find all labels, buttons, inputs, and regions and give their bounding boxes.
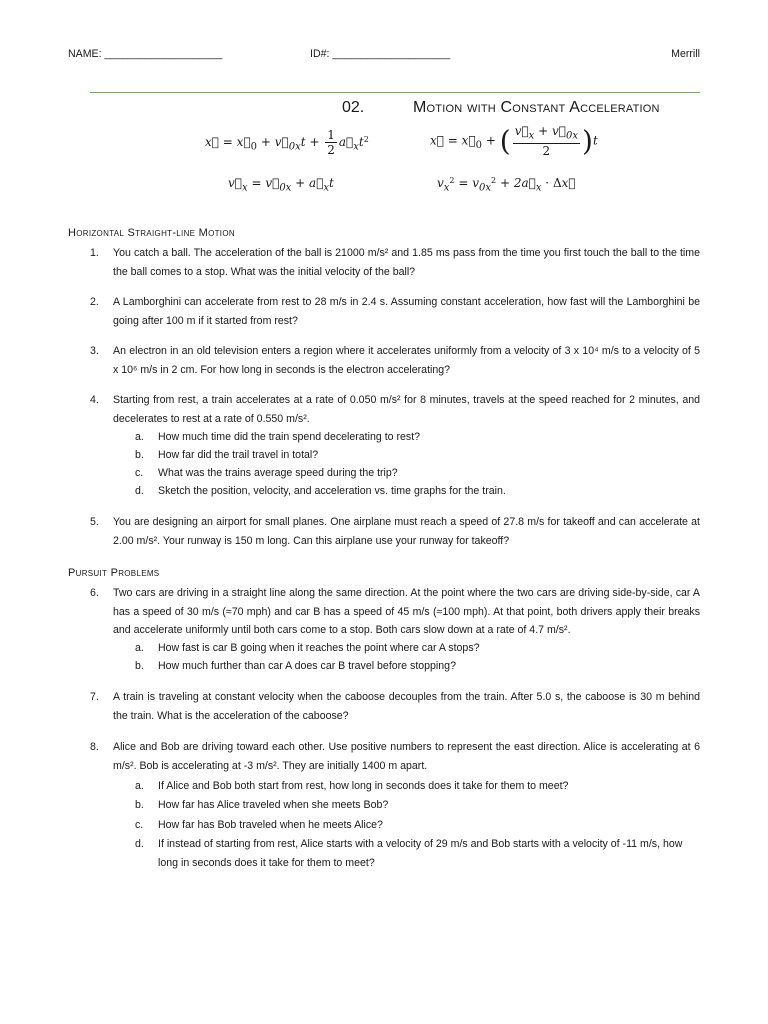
subquestion-letter: a.: [135, 431, 144, 443]
problem-text: You catch a ball. The acceleration of the ball is 21000 m/s² and 1.85 ms pass from the time you first touch the ball to the time the ball comes to a stop. What was the initial velocity of the ball?: [113, 247, 700, 278]
subquestion-letter: c.: [135, 819, 144, 831]
id-field-label: ID#: ____________________: [310, 48, 451, 60]
author-name: Merrill: [671, 48, 700, 60]
problem-text: Starting from rest, a train accelerates at a rate of 0.050 m/s² for 8 minutes, travels at the speed reached for 2 minutes, and decelerates to rest at a rate of 0.550 m/s².: [113, 394, 700, 425]
problem-number: 4.: [90, 394, 99, 406]
problem-1: [90, 244, 700, 281]
problem-number: 1.: [90, 247, 99, 259]
subquestion-letter: b.: [135, 799, 144, 811]
problem-number: 5.: [90, 516, 99, 528]
subquestion-text: How much time did the train spend decelerating to rest?: [158, 431, 421, 443]
problem-number: 8.: [90, 741, 99, 753]
section-heading-horizontal: Horizontal Straight-line Motion: [68, 227, 235, 239]
subquestion-text: How far did the trail travel in total?: [158, 449, 319, 461]
problem-4d: [135, 482, 700, 501]
subquestion-letter: d.: [135, 838, 144, 850]
problem-6a: [135, 639, 700, 658]
subquestion-text: How fast is car B going when it reaches the point where car A stops?: [158, 642, 480, 654]
problem-3: [90, 342, 700, 379]
subquestion-letter: c.: [135, 467, 144, 479]
problem-6b: [135, 657, 700, 676]
problem-number: 2.: [90, 296, 99, 308]
equation-velocity-time: $v⃗_x$ = $v⃗_{0x}$ + $a⃗_xt$: [228, 176, 334, 194]
equation-position-time: x⃗ = $x⃗_0$ + $v⃗_{0x}t$ + $\frac{1}{2}$ $a⃗_xt^2$: [205, 128, 369, 157]
problem-text: Alice and Bob are driving toward each other. Use positive numbers to represent the east direction. Alice is accelerating at 6 m/s². Bob is accelerating at -3 m/s². They are initially 1400 m apart.: [113, 741, 700, 772]
subquestion-text: If Alice and Bob both start from rest, how long in seconds does it take for them to meet?: [158, 780, 569, 792]
problem-8b: [135, 796, 700, 815]
problem-2: [90, 293, 700, 330]
worksheet-title: Motion with Constant Acceleration: [413, 99, 660, 116]
equation-average-velocity: x⃗ = $x⃗_0$ + ( $\frac{v⃗_x + v⃗_{0x}}{2}$ )t: [430, 124, 598, 159]
problem-text: A train is traveling at constant velocity when the caboose decouples from the train. After 5.0 s, the caboose is 30 m behind the train. What is the acceleration of the caboose?: [113, 691, 700, 722]
problem-4a: [135, 428, 700, 447]
problem-4: [90, 391, 700, 428]
worksheet-header: [68, 48, 700, 62]
problem-6: [90, 584, 700, 640]
problem-text: A Lamborghini can accelerate from rest to 28 m/s in 2.4 s. Assuming constant acceleration, how fast will the Lamborghini be going after 100 m if it started from rest?: [113, 296, 700, 327]
problem-8a: [135, 777, 700, 796]
subquestion-text: How much further than car A does car B travel before stopping?: [158, 660, 456, 672]
subquestion-text: What was the trains average speed during the trip?: [158, 467, 398, 479]
subquestion-letter: b.: [135, 449, 144, 461]
subquestion-text: If instead of starting from rest, Alice starts with a velocity of 29 m/s and Bob starts with a velocity of -11 m/s, how long in seconds does it take for them to meet?: [158, 838, 683, 869]
subquestion-letter: a.: [135, 780, 144, 792]
problem-5: [90, 513, 700, 550]
problem-4b: [135, 446, 700, 465]
problem-number: 3.: [90, 345, 99, 357]
equation-velocity-displacement: $v_x^2 = v_{0x}^2$ + $2a⃗_x$ · Δx⃗: [437, 176, 576, 194]
problem-number: 7.: [90, 691, 99, 703]
problem-text: You are designing an airport for small planes. One airplane must reach a speed of 27.8 m/s for takeoff and can accelerate at 2.00 m/s². Your runway is 150 m long. Can this airplane use your runway for takeoff?: [113, 516, 700, 547]
problem-8: [90, 738, 700, 775]
section-heading-pursuit: Pursuit Problems: [68, 567, 160, 579]
subquestion-letter: b.: [135, 660, 144, 672]
subquestion-text: How far has Alice traveled when she meets Bob?: [158, 799, 389, 811]
problem-8d: [135, 835, 700, 872]
subquestion-letter: a.: [135, 642, 144, 654]
title-divider: [90, 92, 700, 93]
worksheet-number: 02.: [342, 99, 365, 116]
problem-7: [90, 688, 700, 725]
problem-text: An electron in an old television enters a region where it accelerates uniformly from a velocity of 3 x 10⁴ m/s to a velocity of 5 x 10⁶ m/s in 2 cm. For how long in seconds is the electron accelerating?: [113, 345, 700, 376]
problem-8c: [135, 816, 700, 835]
subquestion-text: How far has Bob traveled when he meets Alice?: [158, 819, 383, 831]
subquestion-text: Sketch the position, velocity, and acceleration vs. time graphs for the train.: [158, 485, 506, 497]
problem-number: 6.: [90, 587, 99, 599]
problem-text: Two cars are driving in a straight line along the same direction. At the point where the two cars are driving side-by-side, car A has a speed of 30 m/s (≈70 mph) and car B has a speed of 45 m/s (≈100 mph). At that point, both drivers apply their breaks and accelerate uniformly until both cars come to a stop. Both cars slow down at a rate of 4.7 m/s².: [113, 587, 700, 636]
subquestion-letter: d.: [135, 485, 144, 497]
problem-4c: [135, 464, 700, 483]
name-field-label: NAME: ____________________: [68, 48, 223, 60]
